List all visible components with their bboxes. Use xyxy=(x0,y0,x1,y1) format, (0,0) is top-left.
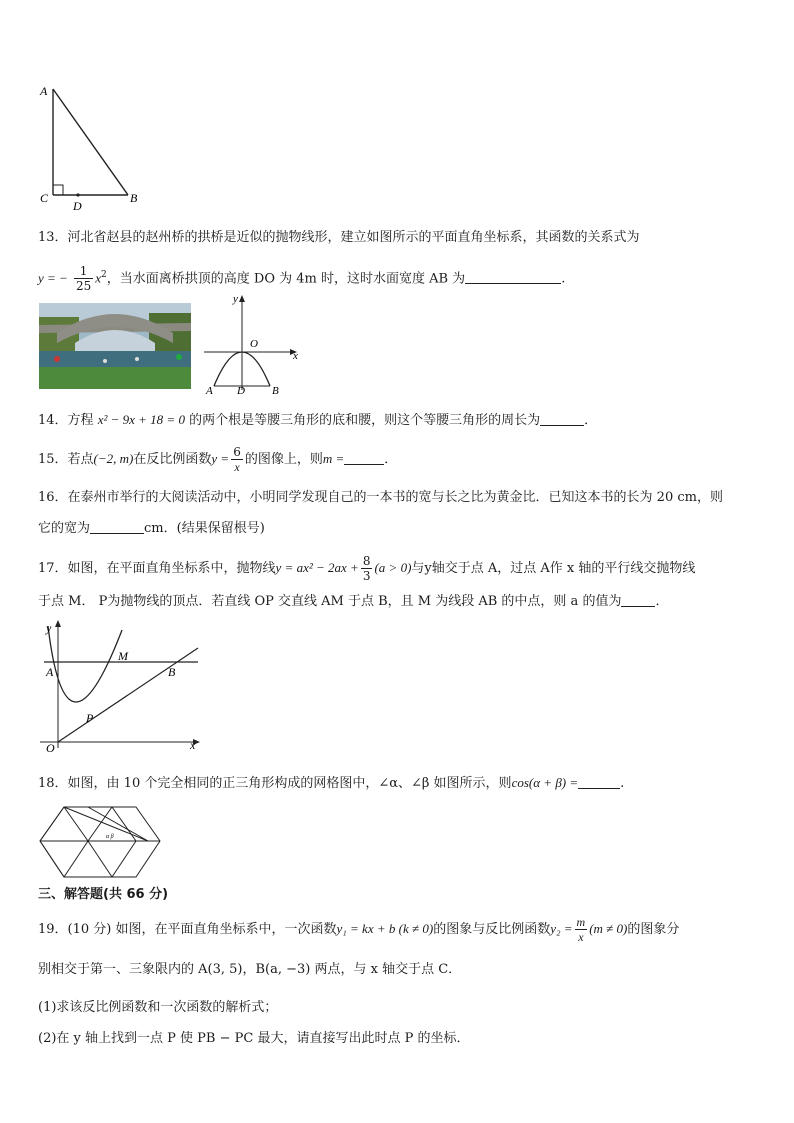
q12-label-c: C xyxy=(40,191,49,205)
q17-answer-blank[interactable] xyxy=(621,592,655,607)
q15-answer-blank[interactable] xyxy=(344,450,384,465)
q17-label-a: A xyxy=(46,665,54,679)
q13-parabola-figure xyxy=(200,292,310,396)
q19-fraction: $\frac{m}{x}$ xyxy=(576,915,586,944)
q13-line1: 13．河北省赵县的赵州桥的拱桥是近似的抛物线形，建立如图所示的平面直角坐标系，其函数的关系式为 xyxy=(38,230,640,245)
q17-y-arrow xyxy=(55,620,61,627)
q18-outline xyxy=(40,807,160,877)
q14-equation: x² − 9x + 18 = 0 xyxy=(97,412,185,427)
section3-title: 三、解答题(共 66 分) xyxy=(38,887,169,902)
q13-label-a: A xyxy=(206,385,213,396)
q13-label-b: B xyxy=(272,385,279,396)
q13-label-y: y xyxy=(233,293,238,305)
q18-line: 18．如图，由 10 个完全相同的正三角形构成的网格图中，∠α、∠β 如图所示，则cos(α + β) = . xyxy=(38,775,625,791)
q13-bridge-photo xyxy=(39,303,191,389)
q13-label-x: x xyxy=(293,350,298,362)
q12-label-a: A xyxy=(40,84,48,98)
q18-answer-blank[interactable] xyxy=(578,774,620,789)
q15-line: 15．若点(−2, m)在反比例函数y = $\frac{6}{x}$ 的图像上，则m = ． xyxy=(38,445,398,474)
q17-figure xyxy=(36,616,206,754)
q16-line2: 它的宽为 cm．(结果保留根号) xyxy=(38,521,265,536)
q13-answer-blank[interactable] xyxy=(465,269,561,284)
q14-line: 14．方程 x² − 9x + 18 = 0 的两个根是等腰三角形的底和腰，则这个等腰三角形的周长为 ． xyxy=(38,412,598,428)
q19-part1: (1)求该反比例函数和一次函数的解析式； xyxy=(38,1000,278,1015)
q15-fraction: $\frac{6}{x}$ xyxy=(233,445,241,474)
q19-part2: (2)在 y 轴上找到一点 P 使 PB − PC 最大，请直接写出此时点 P 的坐标． xyxy=(38,1031,470,1046)
q17-label-m: M xyxy=(118,649,128,663)
q12-point-d xyxy=(76,193,79,196)
q17-line2: 于点 M． P为抛物线的顶点．若直线 OP 交直线 AM 于点 B，且 M 为线段 AB 的中点，则 a 的值为 ． xyxy=(38,594,669,609)
q13-fraction: $\frac{1}{25}$ xyxy=(75,264,92,294)
q17-label-b: B xyxy=(168,665,176,679)
q17-fraction: $\frac{8}{3}$ xyxy=(362,554,371,583)
q13-y-arrow xyxy=(239,295,245,302)
q17-label-o: O xyxy=(46,741,55,754)
q18-triangle-grid xyxy=(38,803,162,881)
q19-line1: 19．(10 分) 如图，在平面直角坐标系中，一次函数y₁ = kx + b (k ≠ 0)的图象与反比例函数y₂ = $\frac{m}{x}$ (m ≠ 0)的图象分 xyxy=(38,915,680,944)
q12-label-d: D xyxy=(73,199,82,210)
q13-label-d: D xyxy=(237,385,245,396)
q19-line2: 别相交于第一、三象限内的 A(3, 5)，B(a, −3) 两点，与 x 轴交于点 C． xyxy=(38,962,462,977)
q12-right-angle-mark xyxy=(53,185,63,195)
q12-label-b: B xyxy=(130,191,138,205)
q17-label-y: y xyxy=(46,621,52,635)
q13-label-o: O xyxy=(250,338,258,350)
q12-side-ab xyxy=(53,89,128,195)
q17-line1: 17．如图，在平面直角坐标系中，抛物线y = ax² − 2ax + $\frac{8}{3}$ (a > 0)与y轴交于点 A，过点 A作 x 轴的平行线交抛物线 xyxy=(38,554,696,583)
q16-line1: 16．在泰州市举行的大阅读活动中，小明同学发现自己的一本书的宽与长之比为黄金比．已知这本书的长为 20 cm，则 xyxy=(38,490,723,505)
q13-line2: y = − $\frac{1}{25}$ $x^2$，当水面离桥拱顶的高度 DO 为 4m 时，这时水面宽度 AB 为 . xyxy=(38,264,566,294)
q17-label-x: x xyxy=(190,738,196,752)
q14-answer-blank[interactable] xyxy=(540,411,584,426)
q17-label-p: P xyxy=(86,711,94,725)
q12-triangle-figure xyxy=(36,80,146,210)
q17-parabola xyxy=(48,626,122,702)
q18-angle-mark: α β xyxy=(106,834,114,840)
q16-answer-blank[interactable] xyxy=(90,519,144,534)
